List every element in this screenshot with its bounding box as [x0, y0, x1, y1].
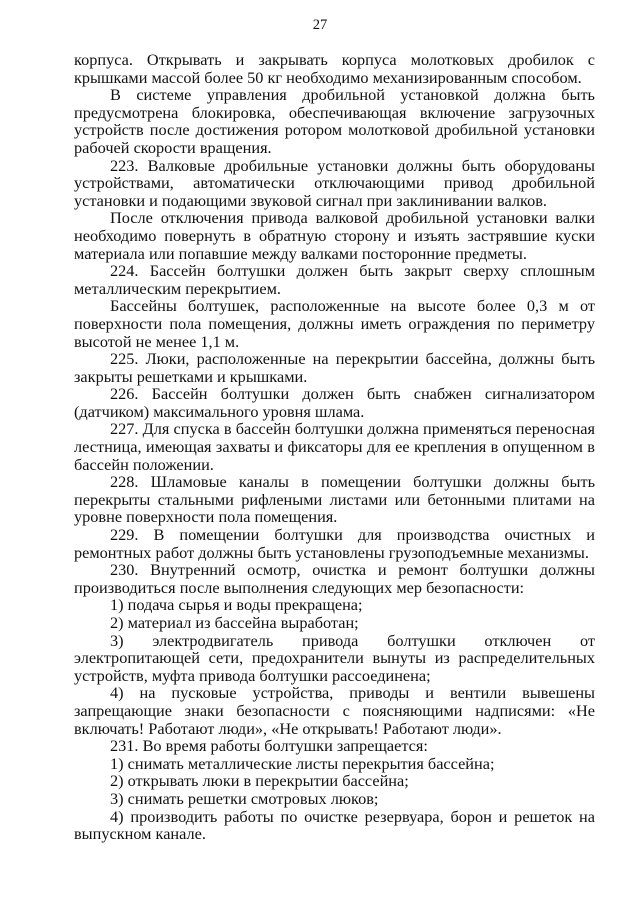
paragraph: 223. Валковые дробильные установки должны быть оборудованы устройствами, автоматически отключающими привод дробильной установки и подающими звуковой сигнал при заклинивании валков. — [74, 155, 595, 210]
paragraph: После отключения привода валковой дробильной установки валки необходимо повернуть в обратную сторону и изъять застрявшие куски материала или попавшие между валками посторонние предметы. — [74, 208, 595, 263]
page-number: 27 — [312, 17, 328, 33]
paragraph: 3) снимать решетки смотровых люков; — [110, 788, 379, 808]
paragraph: 225. Люки, расположенные на перекрытии бассейна, должны быть закрыты решетками и крышками. — [74, 349, 595, 386]
paragraph: 2) открывать люки в перекрытии бассейна; — [110, 771, 409, 791]
paragraph: 227. Для спуска в бассейн болтушки должна применяться переносная лестница, имеющая захваты и фиксаторы для ее крепления в опущенном в бассейн положении. — [74, 419, 595, 474]
paragraph: 231. Во время работы болтушки запрещается: — [110, 736, 428, 756]
document-body — [74, 51, 595, 843]
paragraph: 2) материал из бассейна выработан; — [110, 613, 359, 632]
paragraph: 3) электродвигатель привода болтушки отключен от электропитающей сети, предохранители вынуты из распределительных устройств, муфта привода болтушки рассоединена; — [74, 630, 595, 685]
paragraph: 230. Внутренний осмотр, очистка и ремонт болтушки должны производиться после выполнения следующих мер безопасности: — [74, 560, 595, 597]
paragraph: Бассейны болтушек, расположенные на высоте более 0,3 м от поверхности пола помещения, должны иметь ограждения по периметру высотой не менее 1,1 м. — [74, 296, 595, 351]
paragraph: В системе управления дробильной установкой должна быть предусмотрена блокировка, обеспечивающая включение загрузочных устройств после достижения ротором молотковой дробильной установки рабочей скорости вращения. — [74, 85, 595, 157]
paragraph: 224. Бассейн болтушки должен быть закрыт сверху сплошным металлическим перекрытием. — [74, 261, 595, 298]
paragraph: 1) подача сырья и воды прекращена; — [110, 595, 363, 615]
paragraph: 4) на пусковые устройства, приводы и вентили вывешены запрещающие знаки безопасности с поясняющими надписями: «Не включать! Работают люди», «Не открывать! Работают люди». — [74, 683, 595, 738]
paragraph: 229. В помещении болтушки для производства очистных и ремонтных работ должны быть установлены грузоподъемные механизмы. — [74, 525, 595, 562]
paragraph: 226. Бассейн болтушки должен быть снабжен сигнализатором (датчиком) максимального уровня шлама. — [74, 384, 595, 421]
paragraph: 228. Шламовые каналы в помещении болтушки должны быть перекрыты стальными рифлеными листами или бетонными плитами на уровне поверхности пола помещения. — [74, 472, 595, 527]
paragraph: корпуса. Открывать и закрывать корпуса молотковых дробилок с крышками массой более 50 кг необходимо механизированным способом. — [74, 50, 595, 87]
paragraph: 1) снимать металлические листы перекрытия бассейна; — [110, 753, 495, 773]
paragraph: 4) производить работы по очистке резервуара, борон и решеток на выпускном канале. — [74, 806, 595, 844]
